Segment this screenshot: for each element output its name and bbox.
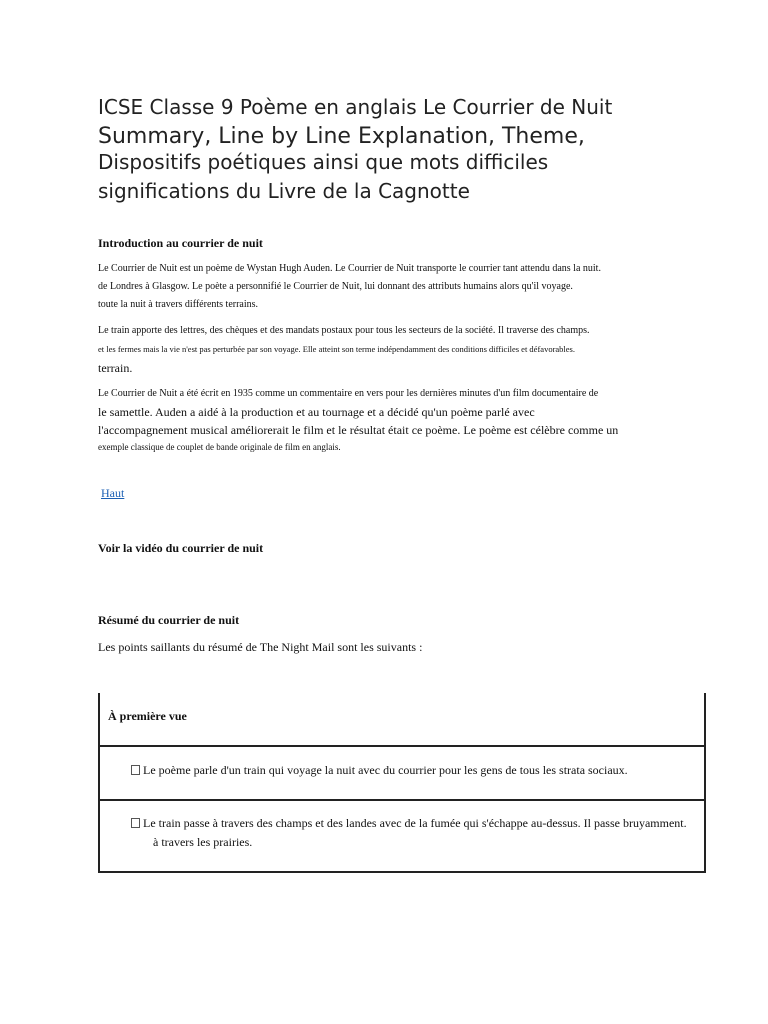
title-line-3: Dispositifs poétiques ainsi que mots difficiles bbox=[98, 150, 549, 174]
table-row bbox=[131, 816, 687, 831]
intro-p3-line-4: exemple classique de couplet de bande originale de film en anglais. bbox=[98, 442, 341, 452]
table-divider bbox=[100, 745, 704, 747]
table-divider bbox=[100, 799, 704, 801]
intro-p2-line-2: et les fermes mais la vie n'est pas perturbée par son voyage. Elle atteint son terme indépendamment des conditions difficiles et défavorables. bbox=[98, 344, 575, 354]
intro-p3-line-3: l'accompagnement musical améliorerait le film et le résultat était ce poème. Le poème est célèbre comme un bbox=[98, 423, 619, 437]
intro-p1-line-1: Le Courrier de Nuit est un poème de Wystan Hugh Auden. Le Courrier de Nuit transporte le courrier tant attendu dans la nuit. bbox=[98, 263, 601, 274]
intro-p2-line-3: terrain. bbox=[98, 361, 133, 375]
title-line-1: ICSE Classe 9 Poème en anglais Le Courrier de Nuit bbox=[98, 95, 613, 119]
table-row bbox=[131, 763, 628, 778]
intro-p1-line-3: toute la nuit à travers différents terrains. bbox=[98, 299, 259, 310]
point-2-text: Le train passe à travers des champs et des landes avec de la fumée qui s'échappe au-dessus. Il passe bruyamment. bbox=[143, 816, 687, 830]
point-1-text: Le poème parle d'un train qui voyage la nuit avec du courrier pour les gens de tous les strata sociaux. bbox=[143, 763, 628, 777]
title-line-4: significations du Livre de la Cagnotte bbox=[98, 179, 470, 203]
intro-p1-line-2: de Londres à Glasgow. Le poète a personnifié le Courrier de Nuit, lui donnant des attributs humains alors qu'il voyage. bbox=[98, 281, 573, 292]
title-line-2: Summary, Line by Line Explanation, Theme, bbox=[98, 124, 585, 149]
bullet-icon bbox=[131, 818, 140, 828]
bullet-icon bbox=[131, 765, 140, 775]
intro-p3-line-2: le samettle. Auden a aidé à la production et au tournage et a décidé qu'un poème parlé avec bbox=[98, 405, 535, 419]
intro-heading: Introduction au courrier de nuit bbox=[98, 236, 263, 250]
summary-heading: Résumé du courrier de nuit bbox=[98, 613, 240, 627]
point-2-continuation: à travers les prairies. bbox=[153, 835, 253, 849]
intro-p3-line-1: Le Courrier de Nuit a été écrit en 1935 comme un commentaire en vers pour les dernières minutes d'un film documentaire de bbox=[98, 388, 599, 399]
table-header: À première vue bbox=[108, 709, 187, 723]
summary-table bbox=[98, 693, 706, 873]
top-link[interactable]: Haut bbox=[101, 486, 125, 500]
summary-intro: Les points saillants du résumé de The Night Mail sont les suivants : bbox=[98, 640, 423, 654]
intro-p2-line-1: Le train apporte des lettres, des chèques et des mandats postaux pour tous les secteurs de la société. Il traverse des champs. bbox=[98, 325, 590, 336]
video-heading: Voir la vidéo du courrier de nuit bbox=[98, 541, 264, 555]
